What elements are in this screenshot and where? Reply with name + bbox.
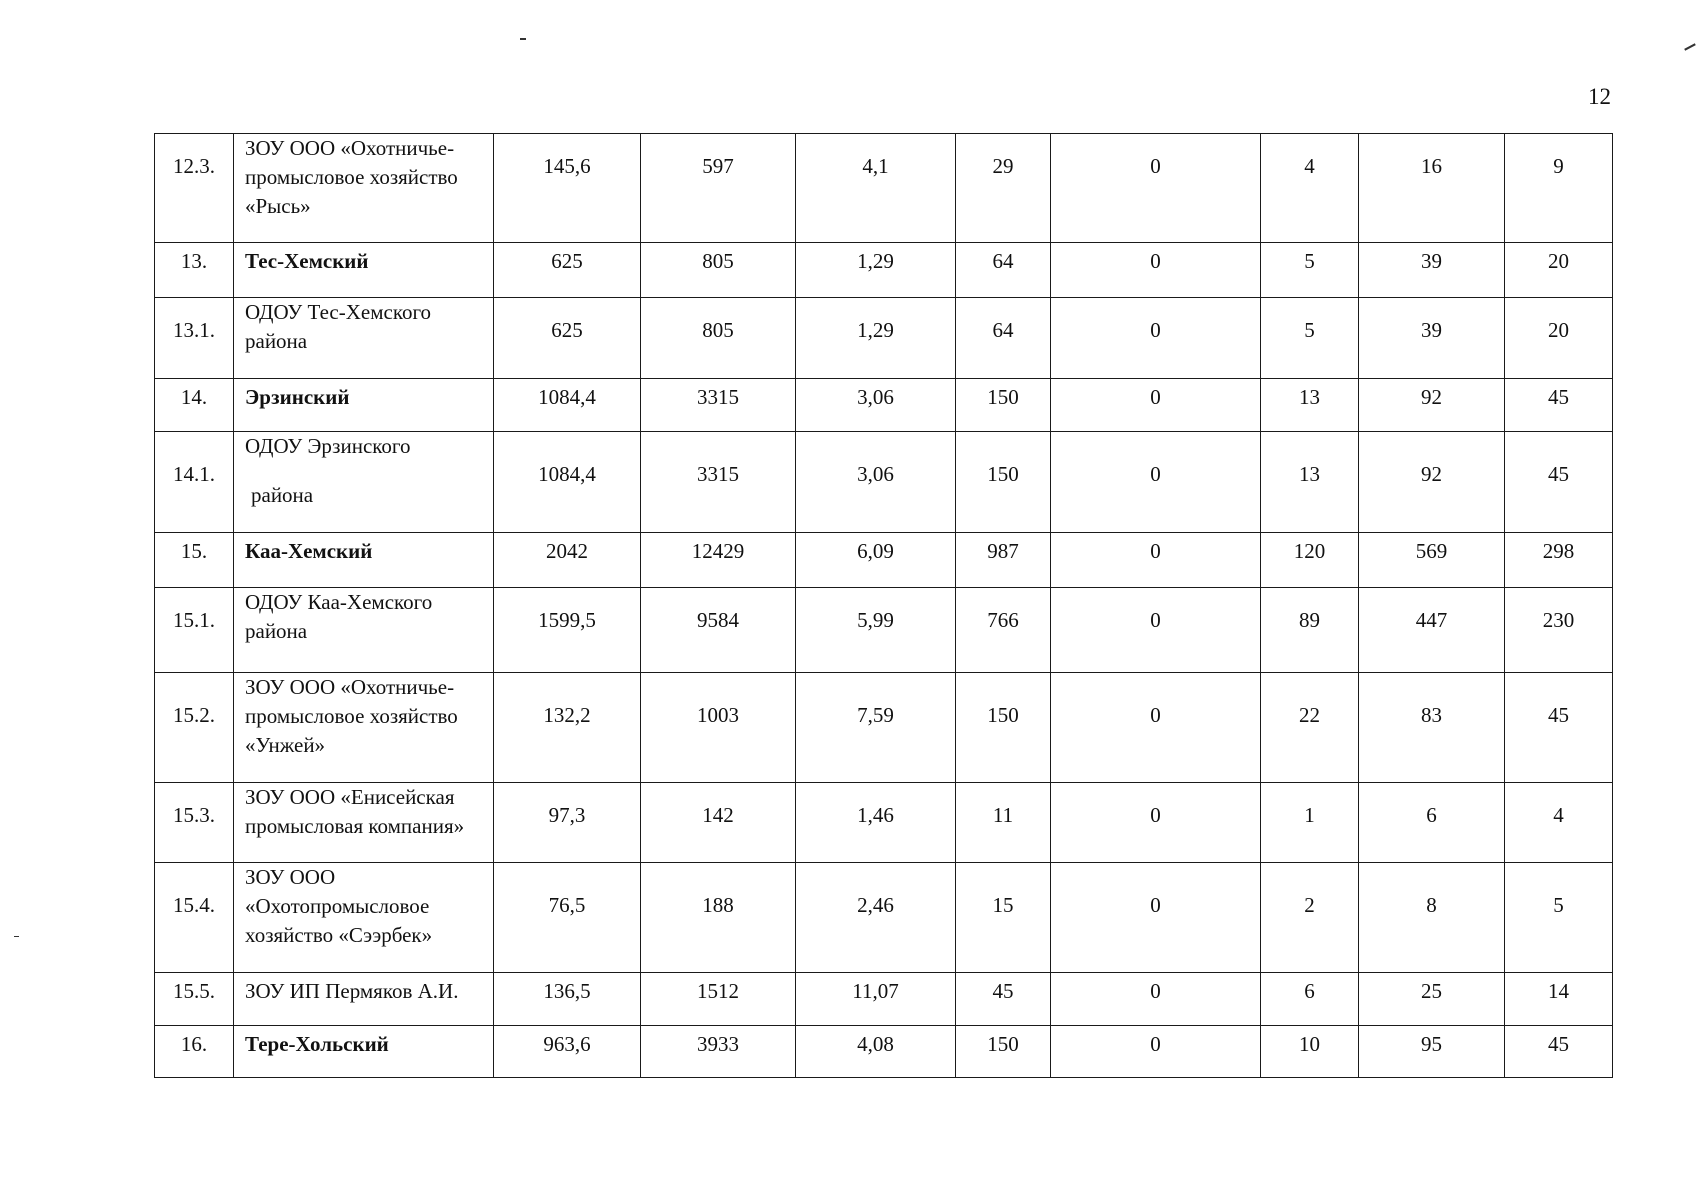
- organization-name-line: ЗОУ ИП Пермяков А.И.: [245, 979, 459, 1003]
- table-cell: 14: [1505, 973, 1613, 1026]
- table-cell: 0: [1051, 533, 1261, 588]
- table-cell: 2: [1261, 863, 1359, 973]
- table-row: [155, 298, 1613, 379]
- table-cell: 5: [1261, 298, 1359, 379]
- table-cell: 0: [1051, 783, 1261, 863]
- table-cell: 766: [956, 588, 1051, 673]
- scan-mark: [1684, 43, 1696, 50]
- table-cell: 0: [1051, 134, 1261, 243]
- page-number: 12: [1588, 84, 1611, 109]
- row-number: 14.1.: [155, 432, 234, 533]
- table-cell: 3933: [641, 1026, 796, 1078]
- table-cell: 3315: [641, 379, 796, 432]
- table-cell: 625: [494, 298, 641, 379]
- organization-name: [234, 298, 494, 379]
- table-cell: 1003: [641, 673, 796, 783]
- table-cell: 1,29: [796, 298, 956, 379]
- table-cell: 92: [1359, 379, 1505, 432]
- table-cell: 45: [1505, 1026, 1613, 1078]
- row-number: 16.: [155, 1026, 234, 1078]
- organization-name-line: ОДОУ Эрзинского: [245, 434, 411, 458]
- table-cell: 29: [956, 134, 1051, 243]
- row-number: 13.: [155, 243, 234, 298]
- table-cell: 95: [1359, 1026, 1505, 1078]
- district-name: [234, 379, 494, 432]
- row-number: 15.: [155, 533, 234, 588]
- table-cell: 25: [1359, 973, 1505, 1026]
- table-cell: 92: [1359, 432, 1505, 533]
- organization-name-line: хозяйство «Сээрбек»: [245, 923, 433, 947]
- line-gap: [245, 461, 489, 481]
- organization-name: [234, 588, 494, 673]
- organization-name-line: ЗОУ ООО «Охотничье-: [245, 136, 455, 160]
- table-cell: 1599,5: [494, 588, 641, 673]
- organization-name-line: района: [251, 483, 314, 507]
- table-cell: 13: [1261, 432, 1359, 533]
- table-cell: 13: [1261, 379, 1359, 432]
- organization-name-line: ОДОУ Тес-Хемского: [245, 300, 432, 324]
- table-row: [155, 973, 1613, 1026]
- table-cell: 805: [641, 298, 796, 379]
- organization-name-line: «Охотопромысловое: [245, 894, 430, 918]
- table-cell: 89: [1261, 588, 1359, 673]
- table-cell: 447: [1359, 588, 1505, 673]
- row-number: 15.4.: [155, 863, 234, 973]
- data-table: [154, 133, 1613, 1078]
- table-cell: 10: [1261, 1026, 1359, 1078]
- table-cell: 0: [1051, 588, 1261, 673]
- table-cell: 3,06: [796, 379, 956, 432]
- organization-name-line: «Унжей»: [245, 733, 326, 757]
- table-cell: 16: [1359, 134, 1505, 243]
- table-cell: 64: [956, 298, 1051, 379]
- table-cell: 963,6: [494, 1026, 641, 1078]
- organization-name-line: ЗОУ ООО «Енисейская: [245, 785, 455, 809]
- table-cell: 9584: [641, 588, 796, 673]
- district-name: [234, 243, 494, 298]
- table-cell: 20: [1505, 243, 1613, 298]
- table-cell: 1512: [641, 973, 796, 1026]
- table-row: [155, 783, 1613, 863]
- table-cell: 39: [1359, 298, 1505, 379]
- row-number: 15.3.: [155, 783, 234, 863]
- table-cell: 7,59: [796, 673, 956, 783]
- table-cell: 45: [1505, 673, 1613, 783]
- table-row: [155, 588, 1613, 673]
- organization-name: [234, 783, 494, 863]
- table-cell: 987: [956, 533, 1051, 588]
- table-cell: 569: [1359, 533, 1505, 588]
- table-row: [155, 863, 1613, 973]
- table-cell: 6: [1261, 973, 1359, 1026]
- table-cell: 0: [1051, 1026, 1261, 1078]
- table-cell: 298: [1505, 533, 1613, 588]
- row-number: 15.5.: [155, 973, 234, 1026]
- organization-name-line: района: [245, 329, 308, 353]
- table-cell: 2042: [494, 533, 641, 588]
- table-cell: 1084,4: [494, 379, 641, 432]
- table-cell: 15: [956, 863, 1051, 973]
- table-cell: 0: [1051, 298, 1261, 379]
- organization-name-line: ОДОУ Каа-Хемского: [245, 590, 433, 614]
- table-row: [155, 432, 1613, 533]
- table-cell: 5,99: [796, 588, 956, 673]
- table-cell: 11,07: [796, 973, 956, 1026]
- table-cell: 11: [956, 783, 1051, 863]
- table-cell: 132,2: [494, 673, 641, 783]
- table-cell: 0: [1051, 673, 1261, 783]
- table-cell: 8: [1359, 863, 1505, 973]
- table-cell: 4,1: [796, 134, 956, 243]
- table-cell: 45: [1505, 432, 1613, 533]
- table-row: [155, 379, 1613, 432]
- table-cell: 39: [1359, 243, 1505, 298]
- table-cell: 142: [641, 783, 796, 863]
- scan-mark: [520, 38, 526, 40]
- table-cell: 145,6: [494, 134, 641, 243]
- table-cell: 9: [1505, 134, 1613, 243]
- table-cell: 12429: [641, 533, 796, 588]
- table-cell: 230: [1505, 588, 1613, 673]
- table-cell: 120: [1261, 533, 1359, 588]
- table-row: [155, 243, 1613, 298]
- table-cell: 76,5: [494, 863, 641, 973]
- table-cell: 97,3: [494, 783, 641, 863]
- table-cell: 1,29: [796, 243, 956, 298]
- table-cell: 188: [641, 863, 796, 973]
- organization-name-line: промысловое хозяйство: [245, 165, 458, 189]
- table-cell: 136,5: [494, 973, 641, 1026]
- organization-name-line: ЗОУ ООО «Охотничье-: [245, 675, 455, 699]
- table-cell: 64: [956, 243, 1051, 298]
- district-name: [234, 1026, 494, 1078]
- table-cell: 597: [641, 134, 796, 243]
- organization-name: [234, 673, 494, 783]
- table-cell: 6: [1359, 783, 1505, 863]
- organization-name: [234, 973, 494, 1026]
- organization-name-line: промысловая компания»: [245, 814, 465, 838]
- table-cell: 150: [956, 1026, 1051, 1078]
- scan-mark: [14, 936, 19, 937]
- row-number: 15.2.: [155, 673, 234, 783]
- table-cell: 3315: [641, 432, 796, 533]
- table-cell: 1,46: [796, 783, 956, 863]
- table-cell: 150: [956, 432, 1051, 533]
- row-number: 12.3.: [155, 134, 234, 243]
- district-name-line: Тере-Хольский: [245, 1032, 389, 1056]
- table-cell: 20: [1505, 298, 1613, 379]
- table-cell: 4,08: [796, 1026, 956, 1078]
- table-cell: 150: [956, 673, 1051, 783]
- row-number: 14.: [155, 379, 234, 432]
- organization-name-line: ЗОУ ООО: [245, 865, 336, 889]
- organization-name: [234, 432, 494, 533]
- table-cell: 0: [1051, 863, 1261, 973]
- organization-name: [234, 134, 494, 243]
- table-row: [155, 533, 1613, 588]
- table-cell: 2,46: [796, 863, 956, 973]
- table-cell: 1084,4: [494, 432, 641, 533]
- table-cell: 0: [1051, 973, 1261, 1026]
- table-cell: 3,06: [796, 432, 956, 533]
- district-name: [234, 533, 494, 588]
- organization-name: [234, 863, 494, 973]
- table-cell: 1: [1261, 783, 1359, 863]
- table-cell: 5: [1505, 863, 1613, 973]
- organization-name-line: района: [245, 619, 308, 643]
- organization-name-line: промысловое хозяйство: [245, 704, 458, 728]
- table-cell: 6,09: [796, 533, 956, 588]
- row-number: 15.1.: [155, 588, 234, 673]
- table-cell: 4: [1261, 134, 1359, 243]
- table-cell: 5: [1261, 243, 1359, 298]
- table-cell: 150: [956, 379, 1051, 432]
- district-name-line: Эрзинский: [245, 385, 350, 409]
- table-cell: 0: [1051, 243, 1261, 298]
- table-row: [155, 134, 1613, 243]
- district-name-line: Каа-Хемский: [245, 539, 373, 563]
- table-row: [155, 673, 1613, 783]
- table-cell: 4: [1505, 783, 1613, 863]
- table-cell: 0: [1051, 379, 1261, 432]
- row-number: 13.1.: [155, 298, 234, 379]
- table-cell: 83: [1359, 673, 1505, 783]
- table-cell: 22: [1261, 673, 1359, 783]
- district-name-line: Тес-Хемский: [245, 249, 369, 273]
- table-cell: 0: [1051, 432, 1261, 533]
- table-cell: 45: [1505, 379, 1613, 432]
- table-cell: 625: [494, 243, 641, 298]
- table-row: [155, 1026, 1613, 1078]
- table-cell: 805: [641, 243, 796, 298]
- table-cell: 45: [956, 973, 1051, 1026]
- organization-name-line: «Рысь»: [245, 194, 311, 218]
